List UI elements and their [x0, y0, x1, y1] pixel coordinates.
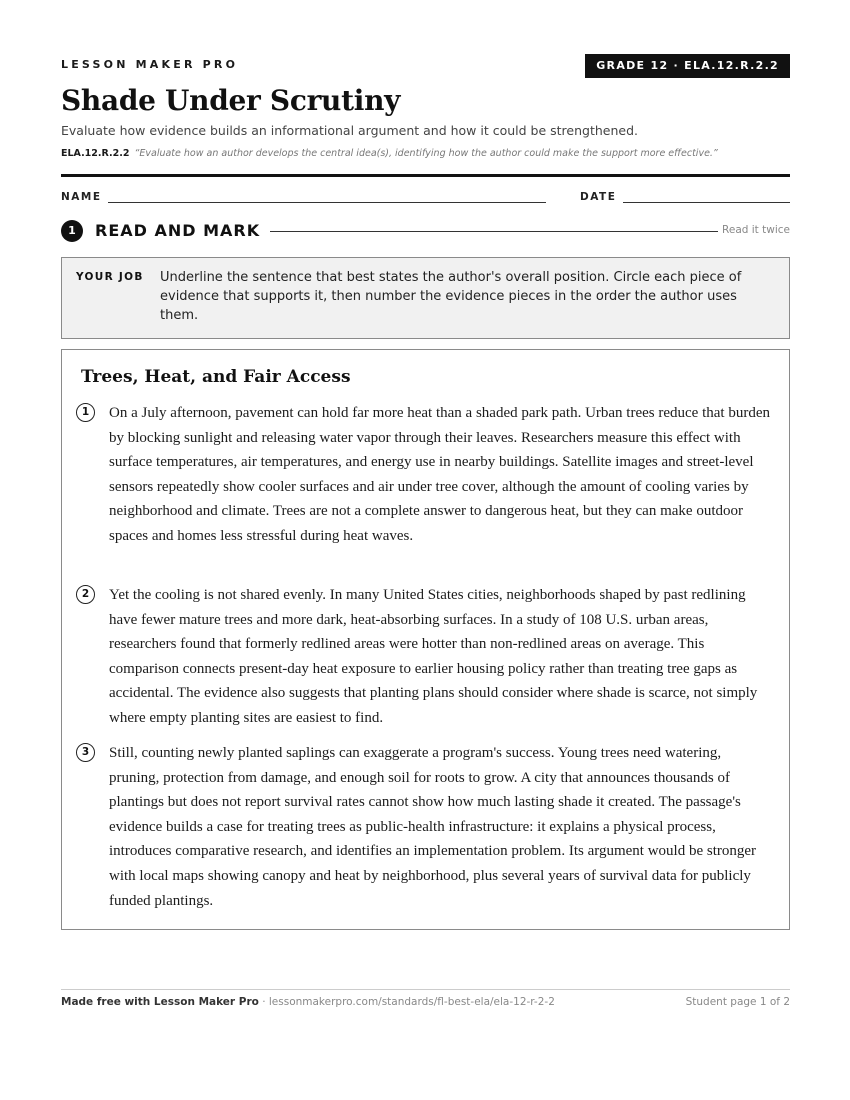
page-title: Shade Under Scrutiny — [61, 84, 401, 117]
standard-code: ELA.12.R.2.2 — [61, 148, 130, 159]
worksheet-page — [61, 0, 790, 1100]
your-job-box — [61, 257, 790, 339]
section-rule — [270, 231, 718, 232]
date-field[interactable] — [623, 202, 790, 203]
footer-credit — [61, 996, 555, 1008]
section-title: READ AND MARK — [95, 221, 261, 240]
paragraph-text: Yet the cooling is not shared evenly. In many United States cities, neighborhoods shaped by past redlining have fewer mature trees and more dark, heat-absorbing surfaces. In a study of 108 U.S. urban areas, researchers found that formerly redlined areas were hotter than non-redlined areas on average. This comparison connects present-day heat exposure to earlier housing policy rather than treating tree gaps as accidental. The evidence also suggests that planting plans should consider where shade is scarce, not simply where empty planting sites are easiest to find. — [109, 587, 758, 726]
paragraph-number: 3 — [76, 743, 95, 762]
paragraph-number: 1 — [76, 403, 95, 422]
paragraph-text: Still, counting newly planted saplings can exaggerate a program's success. Young trees need watering, pruning, protection from damage, and enough soil for roots to grow. A city that announces thousands of plantings but does not report survival rates cannot show how much lasting shade it created. The passage's evidence builds a case for treating trees as public-health infrastructure: it explains a physical process, introduces comparative research, and identifies an implementation problem. Its argument would be stronger with local maps showing canopy and heat by neighborhood, plus several years of survival data for publicly funded plantings. — [109, 745, 757, 909]
paragraph-number: 2 — [76, 585, 95, 604]
header-divider — [61, 174, 790, 177]
footer-page-number: Student page 1 of 2 — [685, 996, 790, 1008]
passage-box — [61, 349, 790, 930]
section-header — [61, 220, 790, 242]
passage-title: Trees, Heat, and Fair Access — [81, 367, 351, 387]
footer-made-with: Made free with Lesson Maker Pro — [61, 996, 259, 1008]
page-subtitle: Evaluate how evidence builds an informational argument and how it could be strengthened. — [61, 123, 639, 138]
paragraph-text: On a July afternoon, pavement can hold far more heat than a shaded park path. Urban trees reduce that burden by blocking sunlight and releasing water vapor through their leaves. Researchers measure this effect with surface temperatures, air temperatures, and energy use in nearby buildings. Satellite images and street-level sensors repeatedly show cooler surfaces and air under tree cover, although the amount of cooling varies by neighborhood and climate. Trees are not a complete answer to dangerous heat, but they can make outdoor spaces and homes less stressful during heat waves. — [109, 405, 770, 544]
brand-name: LESSON MAKER PRO — [61, 58, 239, 71]
section-number-badge: 1 — [61, 220, 83, 242]
your-job-label: YOUR JOB — [76, 271, 144, 283]
footer-divider — [61, 989, 790, 990]
section-note: Read it twice — [722, 224, 790, 236]
standard-quote: “Evaluate how an author develops the central idea(s), identifying how the author could make the support more effective.” — [134, 148, 718, 159]
your-job-instructions: Underline the sentence that best states the author's overall position. Circle each piece of evidence that supports it, then number the evidence pieces in the order the author uses them. — [160, 270, 742, 323]
grade-standard-badge: GRADE 12 · ELA.12.R.2.2 — [585, 54, 790, 78]
name-label: NAME — [61, 191, 102, 203]
standard-description — [61, 148, 790, 159]
name-field[interactable] — [108, 202, 546, 203]
name-date-row — [61, 190, 790, 206]
date-label: DATE — [580, 191, 617, 203]
footer-url[interactable]: · lessonmakerpro.com/standards/fl-best-ela/ela-12-r-2-2 — [258, 996, 555, 1008]
